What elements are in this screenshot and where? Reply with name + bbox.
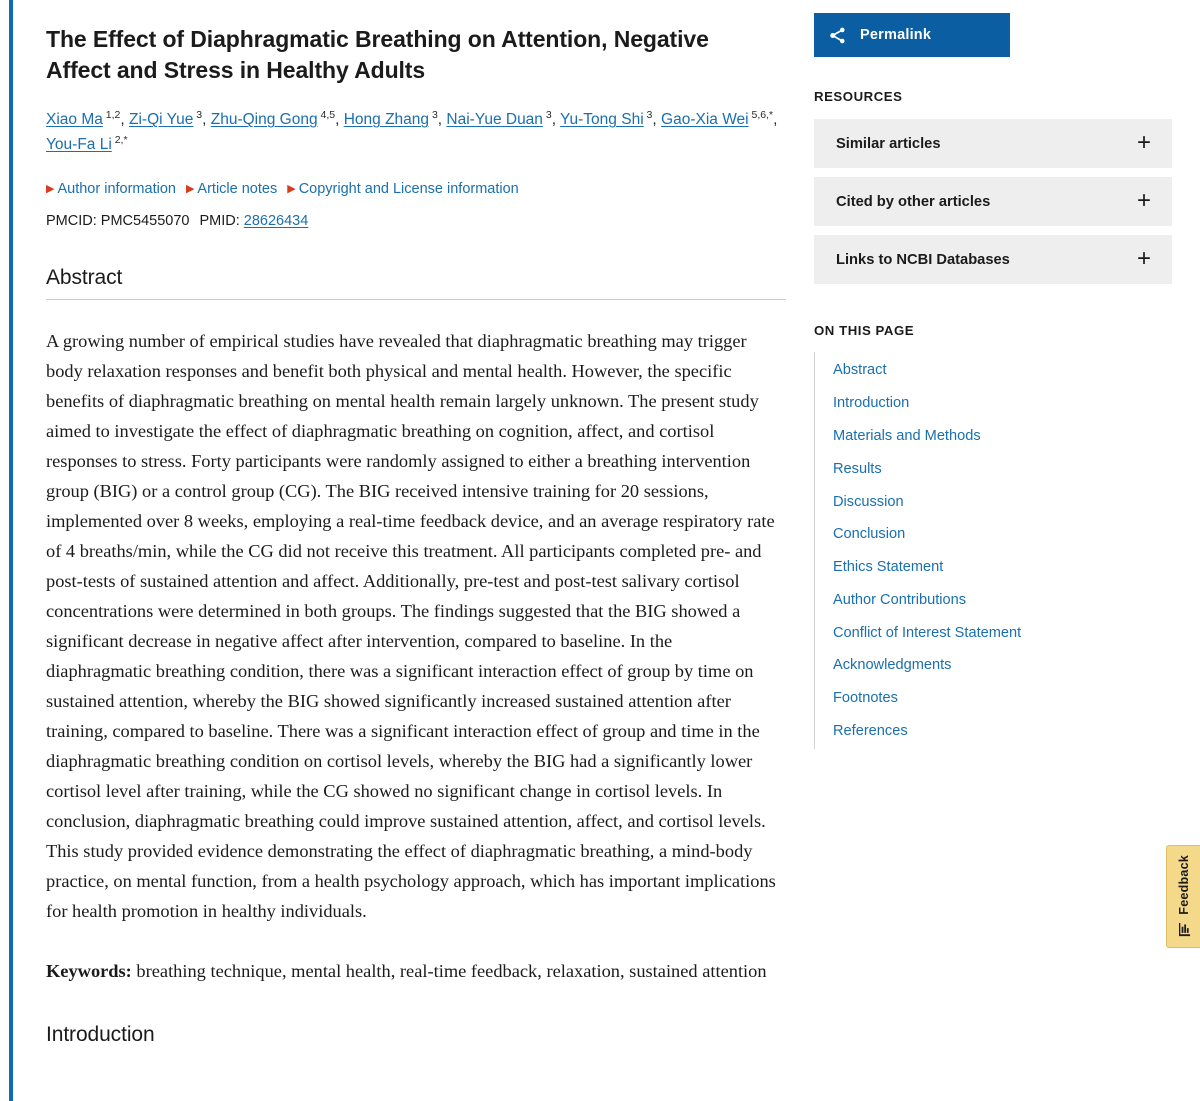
pmcid-value: PMC5455070 [100,212,190,229]
author-separator: , [202,111,211,129]
accordion-item-label: Similar articles [836,135,941,152]
keywords-label: Keywords: [46,960,132,981]
article-column [46,0,786,1047]
author-separator: , [652,111,662,129]
on-this-page-item[interactable]: Footnotes [833,690,898,707]
on-this-page-item[interactable]: Materials and Methods [833,427,981,444]
author-affiliation-marker: 3 [542,109,552,121]
author-affiliation-marker: 3 [193,109,203,121]
accordion-item-label: Links to NCBI Databases [836,251,1010,268]
on-this-page-heading: ON THIS PAGE [814,323,915,338]
sidebar [814,0,1172,749]
on-this-page-item[interactable]: References [833,722,908,739]
author-affiliation-marker: 3 [643,109,653,121]
introduction-heading: Introduction [46,1022,155,1046]
author-affiliation-marker: 5,6,* [748,109,774,121]
author-list [46,107,786,157]
plus-icon[interactable]: + [1136,186,1151,214]
on-this-page-item[interactable]: Acknowledgments [833,657,952,674]
pmid-link[interactable]: 28626434 [243,212,309,229]
author-link[interactable]: You-Fa Li [46,136,112,154]
author-separator: , [335,111,344,129]
on-this-page-item[interactable]: Results [833,460,882,477]
meta-link-label: Copyright and License information [298,181,519,198]
on-this-page-list [814,352,1172,749]
feedback-tab[interactable] [1166,845,1200,948]
article-identifiers [46,213,786,229]
author-link[interactable]: Nai-Yue Duan [446,111,543,129]
meta-link-label: Author information [57,181,176,198]
author-separator: , [437,111,447,129]
resources-heading: RESOURCES [814,89,903,104]
permalink-button[interactable] [814,13,1010,57]
author-affiliation-marker: 3 [429,109,438,121]
resources-accordion [814,119,1172,284]
meta-link[interactable] [46,181,176,197]
left-accent-rail [9,0,13,1101]
pmid-label: PMID: [199,212,240,229]
feedback-label: Feedback [1176,855,1191,915]
author-link[interactable]: Gao-Xia Wei [661,111,749,129]
meta-link-label: Article notes [197,181,278,198]
on-this-page-item[interactable]: Ethics Statement [833,559,944,576]
author-link[interactable]: Zhu-Qing Gong [210,111,318,129]
author-affiliation-marker: 2,* [111,134,128,147]
triangle-right-icon: ▶ [287,183,296,196]
author-link[interactable]: Xiao Ma [46,111,103,129]
author-link[interactable]: Hong Zhang [343,111,430,129]
permalink-label: Permalink [860,27,932,43]
triangle-right-icon: ▶ [46,183,55,196]
pmcid-label: PMCID: [46,212,97,229]
author-affiliation-marker: 1,2 [102,109,121,121]
bar-chart-icon [1176,922,1191,942]
plus-icon[interactable]: + [1136,128,1151,156]
on-this-page-item[interactable]: Introduction [833,395,910,412]
keywords-line [46,956,780,986]
accordion-item[interactable] [814,235,1172,284]
accordion-item[interactable] [814,119,1172,168]
abstract-text: A growing number of empirical studies have revealed that diaphragmatic breathing may trigger body relaxation responses and benefit both physical and mental health. However, the specific benefits of diaphragmatic breathing on mental health remain largely unknown. The present study aimed to investigate the effect of diaphragmatic breathing on cognition, affect, and cortisol responses to stress. Forty participants were randomly assigned to either a breathing intervention group (BIG) or a control group (CG). The BIG received intensive training for 20 sessions, implemented over 8 weeks, employing a real-time feedback device, and an average respiratory rate of 4 breaths/min, while the CG did not receive this treatment. All participants completed pre- and post-tests of sustained attention and affect. Additionally, pre-test and post-test salivary cortisol concentrations were determined in both groups. The findings suggested that the BIG showed a significant decrease in negative affect after intervention, compared to baseline. In the diaphragmatic breathing condition, there was a significant interaction effect of group by time on sustained attention, whereby the BIG showed significantly increased sustained attention after training, compared to baseline. There was a significant interaction effect of group and time in the diaphragmatic breathing condition on cortisol levels, whereby the BIG had a significantly lower cortisol level after training, while the CG showed no significant change in cortisol levels. In conclusion, diaphragmatic breathing could improve sustained attention, affect, and cortisol levels. This study provided evidence demonstrating the effect of diaphragmatic breathing, a mind-body practice, on mental function, from a health psychology approach, which has important implications for health promotion in healthy individuals. [46,330,776,921]
author-link[interactable]: Yu-Tong Shi [560,111,644,129]
on-this-page-item[interactable]: Author Contributions [833,591,967,608]
author-separator: , [773,111,778,129]
article-meta-links [46,179,786,199]
share-icon [814,26,860,45]
author-separator: , [120,111,130,129]
meta-link[interactable] [287,181,519,197]
on-this-page-item[interactable]: Conflict of Interest Statement [833,624,1022,641]
author-link[interactable]: Zi-Qi Yue [129,111,194,129]
plus-icon[interactable]: + [1136,244,1151,272]
on-this-page-item[interactable]: Abstract [833,362,887,379]
accordion-item-label: Cited by other articles [836,193,991,210]
author-separator: , [551,111,561,129]
meta-link[interactable] [186,181,277,197]
accordion-item[interactable] [814,177,1172,226]
author-affiliation-marker: 4,5 [317,109,336,121]
on-this-page-item[interactable]: Conclusion [833,526,906,543]
abstract-heading: Abstract [46,266,786,300]
page-title: The Effect of Diaphragmatic Breathing on Attention, Negative Affect and Stress in Healthy Adults [46,26,709,83]
triangle-right-icon: ▶ [185,183,195,196]
on-this-page-item[interactable]: Discussion [833,493,904,510]
keywords-values: breathing technique, mental health, real-time feedback, relaxation, sustained attention [136,960,767,981]
